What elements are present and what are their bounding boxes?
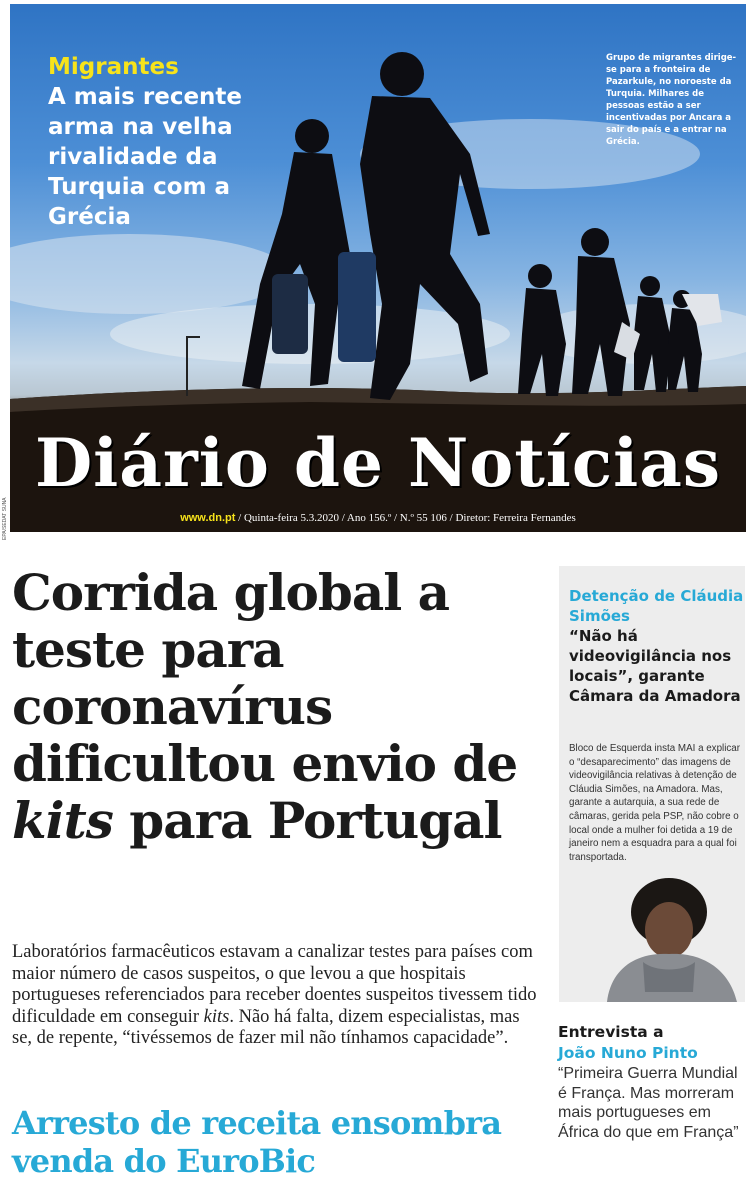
masthead-title: Diário de Notícias xyxy=(34,424,722,502)
interview-quote[interactable]: “Primeira Guerra Mundial é França. Mas morreram mais portugueses em África do que em França” xyxy=(558,1065,739,1141)
photo-credit: EPA/SEDAT SUNA xyxy=(2,497,8,540)
site-link[interactable]: www.dn.pt xyxy=(180,512,236,524)
cover-headline-text: A mais recente arma na velha rivalidade da Turquia com a Grécia xyxy=(48,84,243,230)
sidebar-kicker[interactable]: Detenção de Cláudia Simões xyxy=(569,587,744,625)
interview-label: Entrevista a xyxy=(558,1023,664,1041)
main-lead-part1: Laboratórios farmacêuticos estavam a canalizar testes para países com maior número de casos suspeitos, o que levou a que hospitais portugueses referenciados para receber doentes suspeitos tivessem tido dificuldade em conseguir xyxy=(12,942,537,1027)
cover-kicker: Migrantes xyxy=(48,54,179,80)
main-headline-part2: para Portugal xyxy=(112,791,502,850)
portrait-photo xyxy=(597,872,745,1002)
main-lead-italic: kits xyxy=(203,1006,230,1027)
main-headline-italic: kits xyxy=(12,791,113,850)
main-headline-part1: Corrida global a teste para coronavírus dificultou envio de xyxy=(12,563,518,793)
newspaper-front-page xyxy=(2,4,746,1180)
interview-name[interactable]: João Nuno Pinto xyxy=(558,1044,698,1062)
main-headline[interactable] xyxy=(12,564,532,849)
portrait-image xyxy=(597,872,745,1002)
cover-headline[interactable] xyxy=(48,52,278,232)
dateline xyxy=(10,512,746,524)
dateline-text: / Quinta-feira 5.3.2020 / Ano 156.º / N.º 55 106 / Diretor: Ferreira Fernandes xyxy=(235,512,576,524)
sidebar-quote[interactable]: “Não há videovigilância nos locais”, garante Câmara da Amadora xyxy=(569,627,741,705)
main-lead-part2: . Não há falta, dizem especialistas, mas se, de repente, “tivéssemos de fazer mil não tínhamos capacidade”. xyxy=(12,1006,520,1048)
cover-photo-area xyxy=(10,4,746,532)
sidebar-body: Bloco de Esquerda insta MAI a explicar o “desaparecimento” das imagens de videovigilância relativas à detenção de Cláudia Simões, na Amadora. Mas, garante a autarquia, a sua rede de câmaras, gerida pela PSP, não cobre o local onde a mulher foi detida a 19 de janeiro nem a esquadra para a qual foi transportada. xyxy=(569,743,740,863)
photo-caption: Grupo de migrantes dirige-se para a fronteira de Pazarkule, no noroeste da Turquia. Milhares de pessoas estão a ser incentivadas por Ancara a sair do país e a entrar na Grécia. xyxy=(606,53,737,147)
second-headline[interactable]: Arresto de receita ensombra venda do EuroBic xyxy=(12,1104,502,1180)
sidebar-box xyxy=(559,566,745,1002)
main-lead xyxy=(12,942,542,1050)
